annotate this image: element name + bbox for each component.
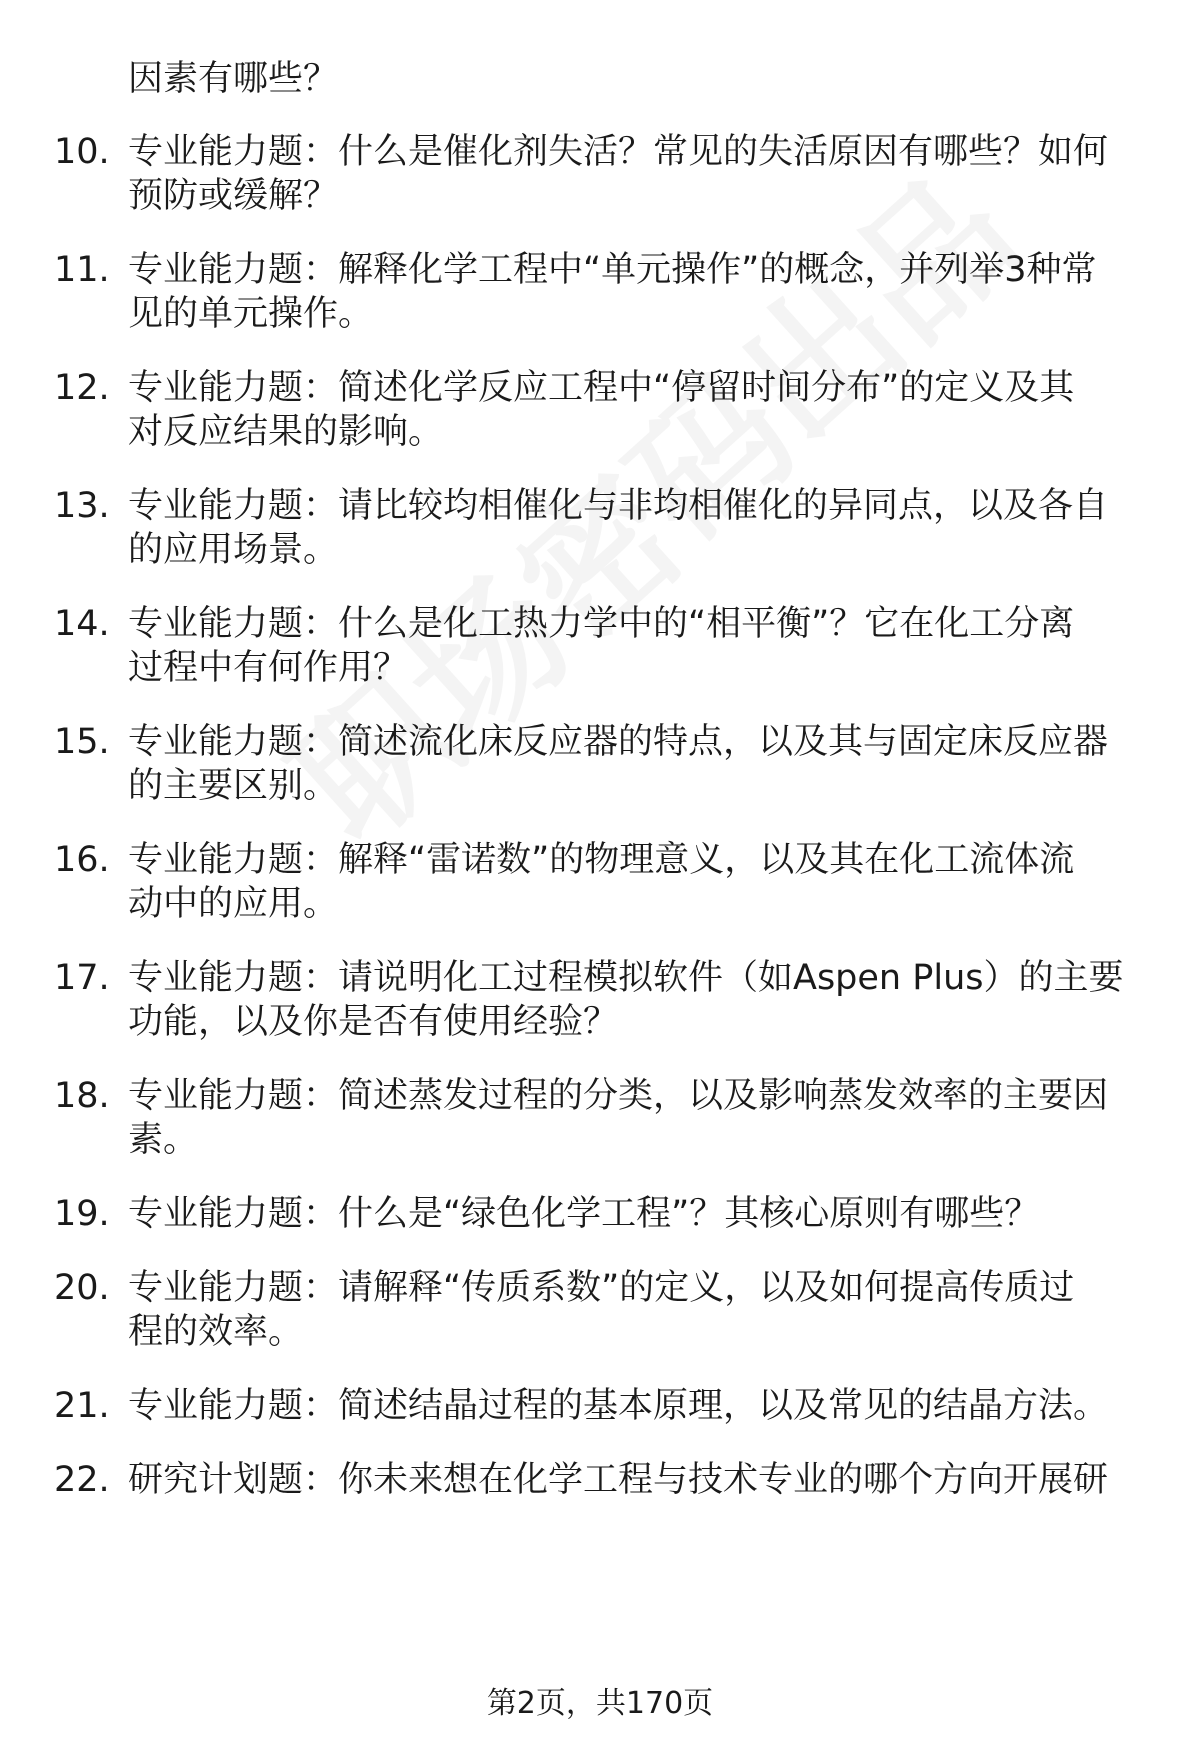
item-number: 18.	[54, 1076, 110, 1116]
item-line: 专业能力题：简述蒸发过程的分类，以及影响蒸发效率的主要因	[128, 1076, 1109, 1116]
item-line: 功能，以及你是否有使用经验？	[128, 1002, 619, 1042]
item-number: 22.	[54, 1460, 110, 1500]
item-line: 专业能力题：简述流化床反应器的特点，以及其与固定床反应器	[128, 722, 1109, 762]
item-line: 因素有哪些？	[128, 59, 339, 99]
item-number: 11.	[54, 250, 110, 290]
page-number-footer: 第2页，共170页	[486, 1686, 714, 1721]
item-number: 16.	[54, 840, 110, 880]
item-number: 20.	[54, 1268, 110, 1308]
item-line: 专业能力题：解释化学工程中“单元操作”的概念，并列举3种常	[128, 250, 1097, 290]
item-number: 10.	[54, 132, 110, 172]
item-number: 13.	[54, 486, 110, 526]
item-line: 动中的应用。	[128, 884, 339, 924]
item-line: 专业能力题：简述结晶过程的基本原理，以及常见的结晶方法。	[128, 1386, 1109, 1426]
item-line: 过程中有何作用？	[128, 648, 409, 688]
item-line: 的主要区别。	[128, 766, 339, 806]
item-number: 14.	[54, 604, 110, 644]
item-line: 专业能力题：简述化学反应工程中“停留时间分布”的定义及其	[128, 368, 1075, 408]
item-number: 12.	[54, 368, 110, 408]
item-line: 专业能力题：请比较均相催化与非均相催化的异同点，以及各自	[128, 486, 1109, 526]
item-number: 17.	[54, 958, 110, 998]
item-line: 预防或缓解？	[128, 176, 339, 216]
item-line: 专业能力题：解释“雷诺数”的物理意义，以及其在化工流体流	[128, 840, 1075, 880]
item-line: 专业能力题：请解释“传质系数”的定义，以及如何提高传质过	[128, 1268, 1075, 1308]
item-line: 的应用场景。	[128, 530, 339, 570]
item-line: 见的单元操作。	[128, 294, 374, 334]
item-number: 15.	[54, 722, 110, 762]
item-line: 研究计划题：你未来想在化学工程与技术专业的哪个方向开展研	[128, 1460, 1109, 1500]
item-line: 对反应结果的影响。	[128, 412, 444, 452]
item-line: 专业能力题：请说明化工过程模拟软件（如Aspen Plus）的主要	[128, 958, 1124, 998]
item-line: 素。	[128, 1120, 199, 1160]
item-line: 专业能力题：什么是催化剂失活？常见的失活原因有哪些？如何	[128, 132, 1109, 172]
item-line: 专业能力题：什么是“绿色化学工程”？其核心原则有哪些？	[128, 1194, 1040, 1234]
item-number: 21.	[54, 1386, 110, 1426]
item-line: 程的效率。	[128, 1312, 304, 1352]
item-line: 专业能力题：什么是化工热力学中的“相平衡”？它在化工分离	[128, 604, 1075, 644]
item-number: 19.	[54, 1194, 110, 1234]
